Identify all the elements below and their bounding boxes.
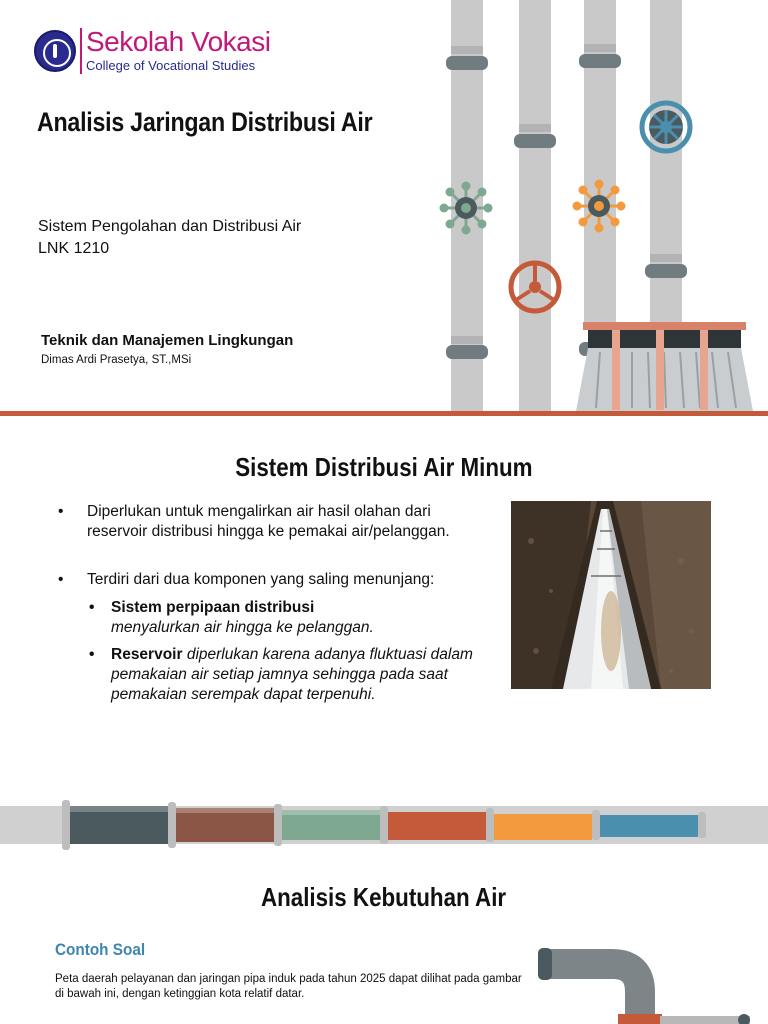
slide-baseline: [0, 411, 768, 416]
pipe-elbow-icon: [530, 942, 768, 1024]
course-name: Sistem Pengolahan dan Distribusi Air: [38, 218, 302, 235]
slide-title: Sistem Distribusi Air Minum: [235, 452, 533, 482]
sub-bullet-item: • Sistem perpipaan distribusi menyalurkan air hingga ke pelanggan.: [89, 599, 374, 636]
pipeline-trench-photo: [511, 501, 711, 689]
department-name: Teknik dan Manajemen Lingkungan: [41, 332, 294, 349]
bullet-item: • Diperlukan untuk mengalirkan air hasil olahan dari reservoir distribusi hingga ke pemakai air/pelanggan.: [58, 503, 450, 540]
pipe-illustration: [0, 0, 768, 418]
title-slide: [0, 0, 768, 418]
problem-text: Peta daerah pelayanan dan jaringan pipa induk pada tahun 2025 dapat dilihat pada gambar di bawah ini, dengan ketinggian kota relatif datar.: [55, 973, 522, 1000]
pipe-gear-icon: [573, 180, 626, 233]
pipe-gear-icon: [440, 182, 493, 235]
logo-subtitle: College of Vocational Studies: [86, 58, 256, 73]
lecturer-name: Dimas Ardi Prasetya, ST.,MSi: [41, 354, 192, 366]
slide-title: Analisis Kebutuhan Air: [261, 882, 507, 912]
bullet-item: • Terdiri dari dua komponen yang saling menunjang:: [58, 571, 435, 588]
distribution-slide: [0, 418, 768, 866]
vertical-pipe-4: [650, 0, 682, 330]
course-code: LNK 1210: [38, 240, 110, 257]
vertical-pipe-2: [519, 0, 551, 412]
logo-name: Sekolah Vokasi: [86, 26, 271, 57]
pipe-band-illustration: [0, 796, 768, 860]
water-demand-slide: [0, 866, 768, 1024]
valve-wheel-icon: [642, 103, 690, 151]
section-heading: Contoh Soal: [55, 940, 146, 959]
water-tank-icon: [576, 322, 753, 411]
presentation-title: Analisis Jaringan Distribusi Air: [37, 107, 373, 137]
sub-bullet-item: • Reservoir diperlukan karena adanya fluktuasi dalam pemakaian air setiap jamnya sehingga pada saat pemakaian serempak dapat terpenuhi.: [89, 646, 473, 703]
